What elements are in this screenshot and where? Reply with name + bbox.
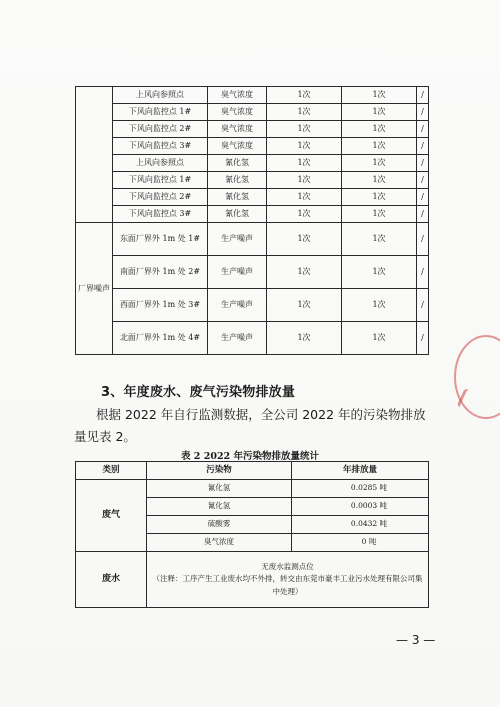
table-row (76, 155, 429, 172)
header-category: 类别 (76, 462, 147, 480)
table-row (76, 87, 429, 104)
cell-item: 氰化氢 (208, 155, 267, 172)
cell-f1: 1次 (267, 138, 342, 155)
cell-remark: / (417, 155, 429, 172)
cell-point: 下风向监控点 3# (113, 206, 208, 223)
cell-f2: 1次 (342, 289, 417, 322)
cell-item: 氰化氢 (208, 206, 267, 223)
cell-item: 生产噪声 (208, 256, 267, 289)
cell-item: 生产噪声 (208, 223, 267, 256)
table-row (76, 289, 429, 322)
cell-item: 生产噪声 (208, 289, 267, 322)
table-row (76, 256, 429, 289)
cell-remark: / (417, 138, 429, 155)
pollutant-cell: 臭气浓度 (147, 534, 292, 552)
cell-f1: 1次 (267, 172, 342, 189)
cell-item: 臭气浓度 (208, 138, 267, 155)
cell-f1: 1次 (267, 289, 342, 322)
cell-point: 下风向监控点 3# (113, 138, 208, 155)
cell-f1: 1次 (267, 256, 342, 289)
cell-f1: 1次 (267, 206, 342, 223)
page-number: — 3 — (396, 633, 436, 647)
cell-remark: / (417, 104, 429, 121)
cell-item: 臭气浓度 (208, 104, 267, 121)
category-cell (76, 87, 113, 223)
table-row (76, 189, 429, 206)
cell-remark: / (417, 172, 429, 189)
cell-f2: 1次 (342, 104, 417, 121)
cell-remark: / (417, 121, 429, 138)
amount-cell: 0.0003 吨 (292, 498, 429, 516)
cell-f1: 1次 (267, 322, 342, 355)
table2-header-row (76, 462, 429, 480)
table-row (76, 172, 429, 189)
cell-remark: / (417, 322, 429, 355)
cell-point: 西面厂界外 1m 处 3# (113, 289, 208, 322)
cell-point: 东面厂界外 1m 处 1# (113, 223, 208, 256)
cell-f2: 1次 (342, 256, 417, 289)
cell-remark: / (417, 256, 429, 289)
table-row (76, 206, 429, 223)
cell-item: 臭气浓度 (208, 87, 267, 104)
cell-f2: 1次 (342, 322, 417, 355)
section-heading: 3、年度废水、废气污染物排放量 (101, 385, 296, 400)
gas-category-cell: 废气 (76, 480, 147, 552)
pollutant-cell: 氰化氢 (147, 480, 292, 498)
header-amount: 年排放量 (292, 462, 429, 480)
cell-f1: 1次 (267, 104, 342, 121)
table-row (76, 223, 429, 256)
cell-point: 下风向监控点 1# (113, 104, 208, 121)
cell-f2: 1次 (342, 121, 417, 138)
cell-remark: / (417, 189, 429, 206)
cell-f1: 1次 (267, 121, 342, 138)
cell-f1: 1次 (267, 223, 342, 256)
cell-item: 臭气浓度 (208, 121, 267, 138)
table-row (76, 104, 429, 121)
cell-point: 上风向参照点 (113, 87, 208, 104)
emission-statistics-table (75, 461, 429, 608)
cell-point: 下风向监控点 1# (113, 172, 208, 189)
cell-f2: 1次 (342, 155, 417, 172)
cell-f1: 1次 (267, 155, 342, 172)
monitoring-frequency-table (75, 86, 429, 355)
cell-remark: / (417, 206, 429, 223)
cell-remark: / (417, 289, 429, 322)
cell-point: 下风向监控点 2# (113, 189, 208, 206)
amount-cell: 0.0285 吨 (292, 480, 429, 498)
table2-title: 表 2 2022 年污染物排放量统计 (181, 451, 319, 462)
cell-f2: 1次 (342, 172, 417, 189)
cell-remark: / (417, 223, 429, 256)
wastewater-note-cell (147, 552, 429, 608)
cell-f1: 1次 (267, 87, 342, 104)
cell-item: 氰化氢 (208, 172, 267, 189)
cell-point: 北面厂界外 1m 处 4# (113, 322, 208, 355)
cell-item: 氰化氢 (208, 189, 267, 206)
table-row (76, 138, 429, 155)
cell-remark: / (417, 87, 429, 104)
cell-f2: 1次 (342, 189, 417, 206)
cell-f2: 1次 (342, 87, 417, 104)
table-row (76, 322, 429, 355)
cell-point: 上风向参照点 (113, 155, 208, 172)
cell-f1: 1次 (267, 189, 342, 206)
table-row (76, 480, 429, 498)
section-paragraph: 根据 2022 年自行监测数据，全公司 2022 年的污染物排放量见表 2。 (74, 407, 426, 444)
cell-f2: 1次 (342, 138, 417, 155)
cell-point: 南面厂界外 1m 处 2# (113, 256, 208, 289)
pollutant-cell: 硫酸雾 (147, 516, 292, 534)
wastewater-line2: （注释：工序产生工业废水均不外排，转交由东莞市豪丰工业污水处理有限公司集中处理） (152, 574, 423, 596)
wastewater-line1: 无废水监测点位 (261, 561, 314, 571)
cell-f2: 1次 (342, 223, 417, 256)
water-category-cell: 废水 (76, 552, 147, 608)
cell-point: 下风向监控点 2# (113, 121, 208, 138)
amount-cell: 0.0432 吨 (292, 516, 429, 534)
table-row (76, 552, 429, 608)
header-pollutant: 污染物 (147, 462, 292, 480)
noise-category-cell: 厂界噪声 (76, 223, 113, 355)
table-row (76, 121, 429, 138)
pollutant-cell: 氰化氢 (147, 498, 292, 516)
amount-cell: 0 吨 (292, 534, 429, 552)
cell-f2: 1次 (342, 206, 417, 223)
cell-item: 生产噪声 (208, 322, 267, 355)
